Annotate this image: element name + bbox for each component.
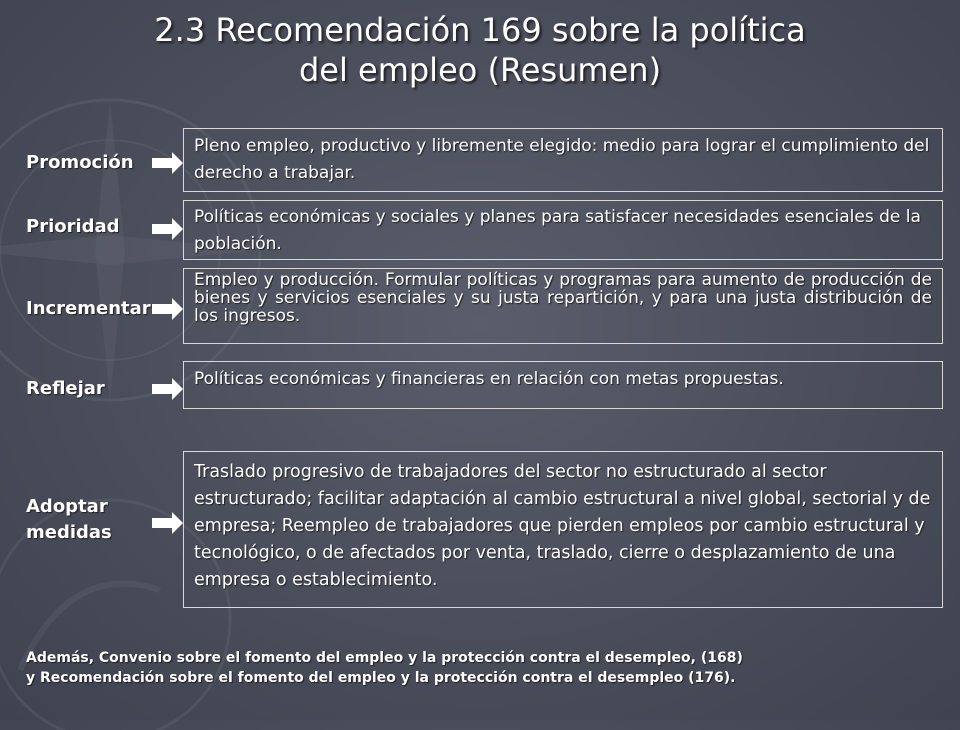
row-box-prioridad xyxy=(183,200,943,260)
footer-line-2: y Recomendación sobre el fomento del empleo y la protección contra el desempleo (176). xyxy=(26,670,736,686)
row-label-prioridad: Prioridad xyxy=(26,216,120,237)
arrow-right-icon xyxy=(152,511,184,535)
arrow-right-icon xyxy=(152,217,184,241)
row-box-promocion xyxy=(183,128,943,192)
footer-note xyxy=(26,648,743,688)
page-title xyxy=(0,10,960,90)
arrow-right-icon xyxy=(152,297,184,321)
row-label-promocion: Promoción xyxy=(26,152,134,173)
row-label-adoptar: Adoptar xyxy=(26,496,108,517)
row-label-reflejar: Reflejar xyxy=(26,378,105,399)
row-label-incrementar: Incrementar xyxy=(26,298,151,319)
row-text-prioridad: Políticas económicas y sociales y planes para satisfacer necesidades esenciales de la población. xyxy=(194,207,921,254)
row-label-medidas: medidas xyxy=(26,522,112,543)
arrow-right-icon xyxy=(152,151,184,175)
page-title-line-2: del empleo (Resumen) xyxy=(298,51,662,89)
arrow-right-icon xyxy=(152,377,184,401)
row-label-adoptar-medidas xyxy=(26,494,112,546)
row-text-promocion: Pleno empleo, productivo y libremente elegido: medio para lograr el cumplimiento del derecho a trabajar. xyxy=(194,136,930,183)
row-text-adoptar-medidas: Traslado progresivo de trabajadores del sector no estructurado al sector estructurado; facilitar adaptación al cambio estructural a nivel global, sectorial y de empresa; Reempleo de trabajadores que pierden empleos por cambio estructural y tecnológico, o de afectados por venta, traslado, cierre o desplazamiento de una empresa o establecimiento. xyxy=(194,462,931,590)
row-box-adoptar-medidas xyxy=(183,451,943,608)
row-box-incrementar xyxy=(183,268,943,344)
footer-line-1: Además, Convenio sobre el fomento del empleo y la protección contra el desempleo, (168) xyxy=(26,650,743,666)
page-title-line-1: 2.3 Recomendación 169 sobre la política xyxy=(154,11,806,49)
row-text-incrementar: Empleo y producción. Formular políticas y programas para aumento de producción de bienes y servicios esenciales y su justa repartición, y para una justa distribución de los ingresos. xyxy=(194,270,932,326)
row-text-reflejar: Políticas económicas y financieras en relación con metas propuestas. xyxy=(194,369,784,389)
row-box-reflejar xyxy=(183,361,943,409)
